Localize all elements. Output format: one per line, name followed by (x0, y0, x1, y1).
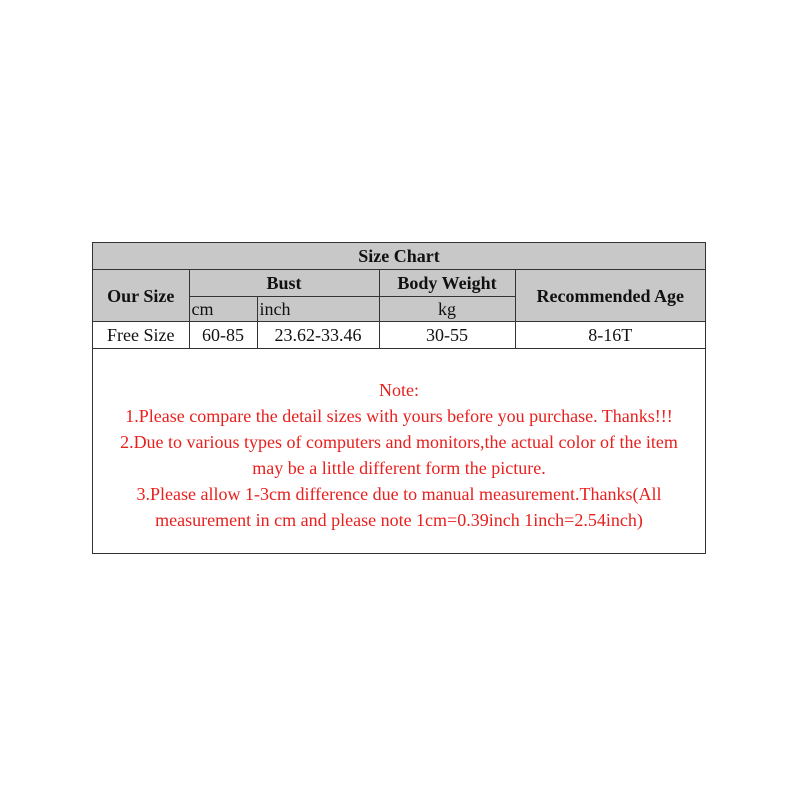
cell-age: 8-16T (515, 322, 705, 349)
note-line: measurement in cm and please note 1cm=0.39inch 1inch=2.54inch) (155, 510, 643, 530)
cell-bust-inch: 23.62-33.46 (257, 322, 379, 349)
note-line: 1.Please compare the detail sizes with yours before you purchase. Thanks!!! (125, 406, 673, 426)
note-line: 3.Please allow 1-3cm difference due to manual measurement.Thanks(All (136, 484, 662, 504)
cell-bust-cm: 60-85 (189, 322, 257, 349)
subheader-bust-inch: inch (257, 297, 379, 322)
cell-weight: 30-55 (379, 322, 515, 349)
subheader-weight-kg: kg (379, 297, 515, 322)
note-line: 2.Due to various types of computers and monitors,the actual color of the item (120, 432, 678, 452)
size-chart-table (93, 243, 705, 349)
note-section (93, 377, 705, 533)
header-our-size: Our Size (93, 270, 189, 322)
header-body-weight: Body Weight (379, 270, 515, 297)
header-bust: Bust (189, 270, 379, 297)
cell-size: Free Size (93, 322, 189, 349)
note-heading: Note: (379, 380, 419, 400)
subheader-bust-cm: cm (189, 297, 257, 322)
note-line: may be a little different form the picture. (252, 458, 546, 478)
table-row (93, 322, 705, 349)
header-recommended-age: Recommended Age (515, 270, 705, 322)
size-chart-card (92, 242, 706, 554)
size-chart-title: Size Chart (93, 243, 705, 270)
